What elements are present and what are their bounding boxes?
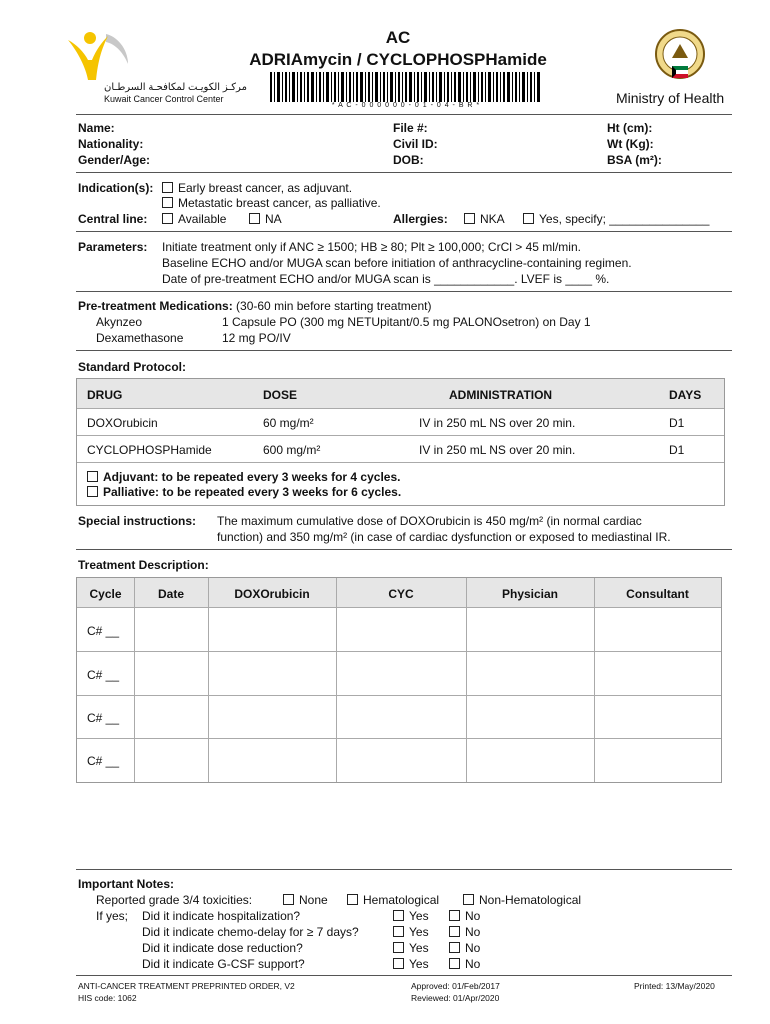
q3-yes[interactable] (393, 941, 429, 955)
protocol-cell: 600 mg/m² (263, 443, 321, 457)
protocol-adjuvant-text: Adjuvant: to be repeated every 3 weeks for 4 cycles. (103, 470, 401, 484)
printed-date: Printed: 13/May/2020 (634, 981, 715, 991)
premed-header (78, 299, 431, 313)
question-hospitalization: Did it indicate hospitalization? (142, 909, 301, 923)
tox-non-hematological[interactable] (463, 893, 581, 907)
checkbox-icon[interactable] (464, 213, 475, 224)
indication-adjuvant-text: Early breast cancer, as adjuvant. (178, 181, 353, 195)
special-instructions-label: Special instructions: (78, 514, 197, 528)
treatment-cycle-cell[interactable]: C# __ (87, 668, 120, 682)
barcode (270, 72, 542, 102)
checkbox-icon[interactable] (449, 926, 460, 937)
checkbox-icon[interactable] (162, 182, 173, 193)
indication-adjuvant[interactable] (162, 181, 352, 195)
protocol-palliative-option[interactable] (87, 485, 401, 499)
allergies-yes[interactable] (523, 212, 709, 226)
yes-text: Yes (409, 925, 429, 939)
tox-hematological-text: Hematological (363, 893, 440, 907)
checkbox-icon[interactable] (249, 213, 260, 224)
civil-id-label: Civil ID: (393, 137, 438, 151)
allergies-nka[interactable] (464, 212, 505, 226)
central-available-text: Available (178, 212, 227, 226)
no-text: No (465, 941, 481, 955)
treatment-col-date: Date (157, 587, 184, 601)
ministry-emblem (652, 26, 708, 88)
protocol-col-dose: DOSE (263, 388, 298, 402)
reviewed-date: Reviewed: 01/Apr/2020 (411, 993, 500, 1003)
yes-text: Yes (409, 909, 429, 923)
dob-label: DOB: (393, 153, 424, 167)
barcode-text: * A C - 0 0 0 0 0 0 - 0 1 - 0 4 - B R * (331, 102, 481, 109)
tox-hematological[interactable] (347, 893, 439, 907)
yes-text: Yes (409, 941, 429, 955)
regimen-title: ADRIAmycin / CYCLOPHOSPHamide (249, 50, 547, 69)
protocol-cell: IV in 250 mL NS over 20 min. (419, 416, 576, 430)
allergies-yes-text: Yes, specify; _______________ (539, 212, 710, 226)
treatment-col-cyc: CYC (388, 587, 414, 601)
treatment-cycle-cell[interactable]: C# __ (87, 754, 120, 768)
indication-palliative-text: Metastatic breast cancer, as palliative. (178, 196, 381, 210)
q2-no[interactable] (449, 925, 480, 939)
no-text: No (465, 925, 481, 939)
parameters-line1: Initiate treatment only if ANC ≥ 1500; HB ≥ 80; Plt ≥ 100,000; CrCl > 45 ml/min. (162, 240, 581, 254)
no-text: No (465, 909, 481, 923)
tox-non-hematological-text: Non-Hematological (479, 893, 582, 907)
parameters-line3: Date of pre-treatment ECHO and/or MUGA scan is ____________. LVEF is ____ %. (162, 272, 610, 286)
no-text: No (465, 957, 481, 971)
central-available[interactable] (162, 212, 226, 226)
protocol-cell: DOXOrubicin (87, 416, 158, 430)
treatment-col-cycle: Cycle (89, 587, 122, 601)
kcc-english-name: Kuwait Cancer Control Center (104, 94, 224, 104)
premed-drug2: Dexamethasone (96, 331, 184, 345)
q1-yes[interactable] (393, 909, 429, 923)
treatment-table (76, 577, 722, 783)
treatment-col-consultant: Consultant (626, 587, 689, 601)
premed-note: (30-60 min before starting treatment) (236, 299, 432, 313)
tox-none-text: None (299, 893, 328, 907)
protocol-col-administration: ADMINISTRATION (449, 388, 553, 402)
form-name: ANTI-CANCER TREATMENT PREPRINTED ORDER, V2 (78, 981, 295, 991)
checkbox-icon[interactable] (393, 942, 404, 953)
checkbox-icon[interactable] (393, 926, 404, 937)
checkbox-icon[interactable] (449, 942, 460, 953)
protocol-label: Standard Protocol: (78, 360, 187, 374)
ministry-name: Ministry of Health (616, 90, 725, 106)
q3-no[interactable] (449, 941, 480, 955)
kcc-arabic-name: مركـز الكويـت لمكافحـة السرطـان (104, 82, 247, 93)
question-gcsf: Did it indicate G-CSF support? (142, 957, 305, 971)
allergies-label: Allergies: (393, 212, 448, 226)
protocol-header-row (77, 379, 724, 408)
question-dose-reduction: Did it indicate dose reduction? (142, 941, 303, 955)
protocol-col-drug: DRUG (87, 388, 123, 402)
allergies-nka-text: NKA (480, 212, 505, 226)
parameters-label: Parameters: (78, 240, 148, 254)
q2-yes[interactable] (393, 925, 429, 939)
checkbox-icon[interactable] (393, 958, 404, 969)
treatment-cycle-cell[interactable]: C# __ (87, 624, 120, 638)
premed-dose1: 1 Capsule PO (300 mg NETUpitant/0.5 mg PALONOsetron) on Day 1 (222, 315, 591, 329)
question-chemo-delay: Did it indicate chemo-delay for ≥ 7 days? (142, 925, 359, 939)
treatment-col-physician: Physician (501, 587, 559, 601)
premed-drug1: Akynzeo (96, 315, 143, 329)
if-yes-label: If yes; (96, 909, 129, 923)
protocol-col-days: DAYS (669, 388, 702, 402)
checkbox-icon[interactable] (283, 894, 294, 905)
checkbox-icon[interactable] (162, 213, 173, 224)
special-instructions-line1: The maximum cumulative dose of DOXOrubicin is 450 mg/m² (in normal cardiac (217, 514, 642, 528)
protocol-cell: D1 (669, 416, 685, 430)
reported-toxicities-label: Reported grade 3/4 toxicities: (96, 893, 253, 907)
central-na[interactable] (249, 212, 282, 226)
nationality-label: Nationality: (78, 137, 144, 151)
indication-palliative[interactable] (162, 196, 381, 210)
special-instructions-line2: function) and 350 mg/m² (in case of cardiac dysfunction or exposed to mediastinal IR. (217, 530, 671, 544)
checkbox-icon[interactable] (87, 471, 98, 482)
bsa-label: BSA (m²): (607, 153, 662, 167)
approved-date: Approved: 01/Feb/2017 (411, 981, 500, 991)
premed-label: Pre-treatment Medications: (78, 299, 233, 313)
checkbox-icon[interactable] (87, 486, 98, 497)
protocol-adjuvant-option[interactable] (87, 470, 400, 484)
name-label: Name: (78, 121, 115, 135)
q4-no[interactable] (449, 957, 480, 971)
yes-text: Yes (409, 957, 429, 971)
gender-age-label: Gender/Age: (78, 153, 151, 167)
regimen-code: AC (385, 28, 411, 47)
central-na-text: NA (265, 212, 282, 226)
protocol-cell: CYCLOPHOSPHamide (87, 443, 212, 457)
weight-label: Wt (Kg): (607, 137, 654, 151)
checkbox-icon[interactable] (463, 894, 474, 905)
central-line-label: Central line: (78, 212, 148, 226)
checkbox-icon[interactable] (162, 197, 173, 208)
protocol-palliative-text: Palliative: to be repeated every 3 weeks for 6 cycles. (103, 485, 402, 499)
treatment-description-label: Treatment Description: (78, 558, 209, 572)
protocol-cell: 60 mg/m² (263, 416, 314, 430)
premed-dose2: 12 mg PO/IV (222, 331, 291, 345)
checkbox-icon[interactable] (449, 958, 460, 969)
his-code: HIS code: 1062 (78, 993, 137, 1003)
file-number-label: File #: (393, 121, 428, 135)
q1-no[interactable] (449, 909, 480, 923)
checkbox-icon[interactable] (523, 213, 534, 224)
protocol-cell: D1 (669, 443, 685, 457)
treatment-cycle-cell[interactable]: C# __ (87, 711, 120, 725)
height-label: Ht (cm): (607, 121, 653, 135)
indication-label: Indication(s): (78, 181, 154, 195)
tox-none[interactable] (283, 893, 328, 907)
parameters-line2: Baseline ECHO and/or MUGA scan before initiation of anthracycline-containing regimen. (162, 256, 632, 270)
protocol-table (76, 378, 725, 506)
important-notes-label: Important Notes: (78, 877, 174, 891)
checkbox-icon[interactable] (393, 910, 404, 921)
checkbox-icon[interactable] (347, 894, 358, 905)
treatment-col-doxorubicin: DOXOrubicin (234, 587, 310, 601)
q4-yes[interactable] (393, 957, 429, 971)
checkbox-icon[interactable] (449, 910, 460, 921)
protocol-cell: IV in 250 mL NS over 20 min. (419, 443, 576, 457)
